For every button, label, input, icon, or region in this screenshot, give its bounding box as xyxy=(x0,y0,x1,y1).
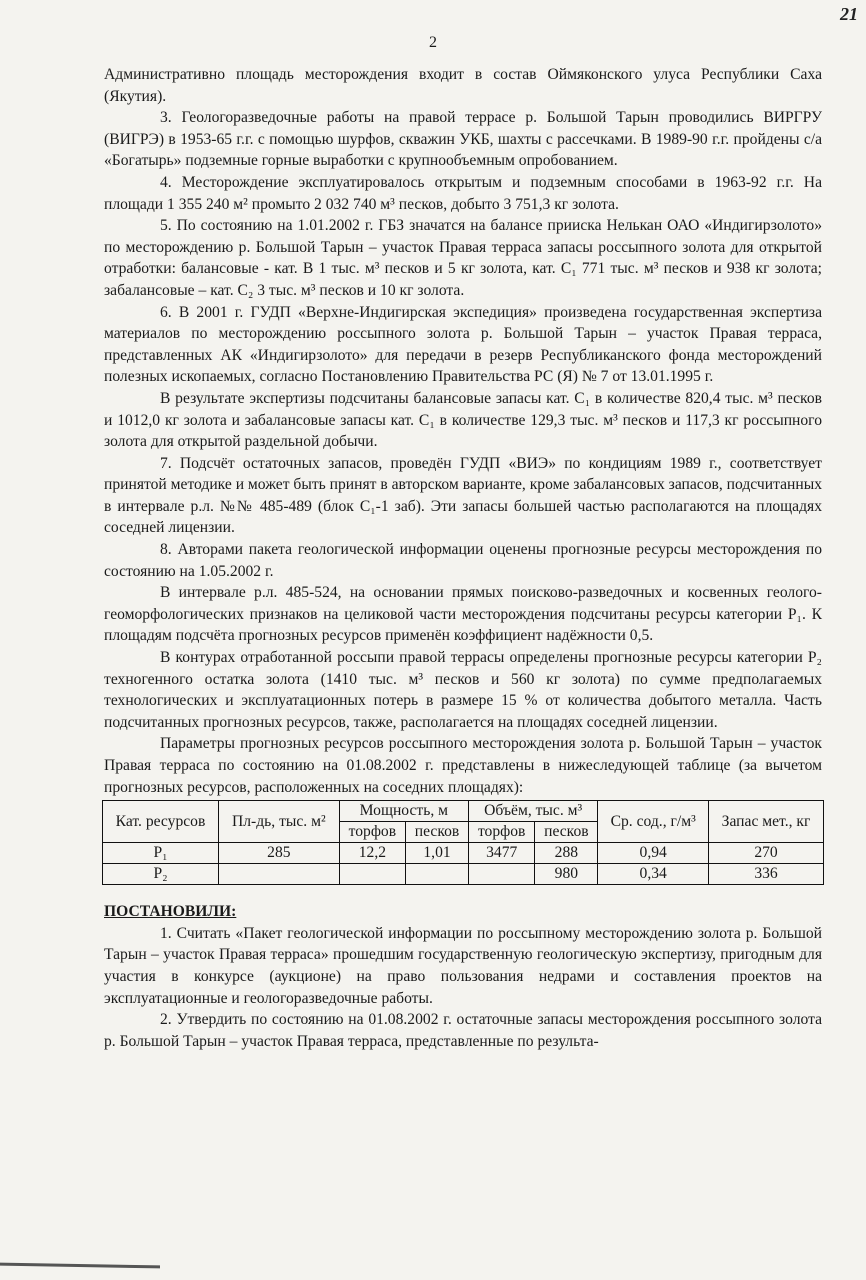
cell-vol-peski: 288 xyxy=(535,843,598,864)
document-body xyxy=(104,64,822,1052)
cell-grade: 0,34 xyxy=(598,864,709,885)
cell-reserve: 270 xyxy=(709,843,824,864)
subheader-torf: торфов xyxy=(339,822,405,843)
header-reserve: Запас мет., кг xyxy=(709,801,824,843)
header-thickness: Мощность, м xyxy=(339,801,468,822)
cell-category: Р₁ xyxy=(103,843,219,864)
cell-vol-peski: 980 xyxy=(535,864,598,885)
page-number: 2 xyxy=(429,34,437,51)
subheader-torf: торфов xyxy=(469,822,535,843)
header-category: Кат. ресурсов xyxy=(103,801,219,843)
cell-thick-torf xyxy=(339,864,405,885)
cell-category: Р₂ xyxy=(103,864,219,885)
cell-area: 285 xyxy=(219,843,340,864)
paragraph: 6. В 2001 г. ГУДП «Верхне-Индигирская экспедиция» произведена государственная экспертиза материалов по месторождению россыпного золота р. Большой Тарын – участок Правая терраса, представленных АК «Индигирзолото» для передачи в резерв Республиканского фонда месторождений полезных ископаемых, согласно Постановлению Правительства РС (Я) № 7 от 13.01.1995 г. xyxy=(104,303,822,386)
table-row xyxy=(103,864,824,885)
header-area: Пл-дь, тыс. м² xyxy=(219,801,340,843)
table-row xyxy=(103,843,824,864)
paragraph: 3. Геологоразведочные работы на правой террасе р. Большой Тарын проводились ВИРГРУ (ВИГРЭ) в 1953-65 г.г. с помощью шурфов, скважин УКБ, шахты с рассечками. В 1989-90 г.г. пройдены с/а «Богатырь» подземные горные выработки с крупнообъемным опробованием. xyxy=(104,109,822,170)
resolution-item: 1. Считать «Пакет геологической информации по россыпному месторождению золота р. Большой Тарын – участок Правая терраса» прошедшим государственную геологическую экспертизу, пригодным для участия в конкурсе (аукционе) на право пользования недрами и составления проектов на эксплуатационные и геологоразведочные работы. xyxy=(104,924,822,1007)
resolved-heading: ПОСТАНОВИЛИ: xyxy=(104,903,237,921)
paragraph: В результате экспертизы подсчитаны балансовые запасы кат. С₁ в количестве 820,4 тыс. м³ песков и 1012,0 кг золота и забалансовые запасы кат. С₁ в количестве 129,3 тыс. м³ песков и 117,3 кг россыпного золота для открытой раздельной добычи. xyxy=(104,389,822,451)
page-corner-mark: 21 xyxy=(840,4,858,24)
paragraph: Административно площадь месторождения входит в состав Оймяконского улуса Республики Саха (Якутия). xyxy=(104,66,822,105)
header-volume: Объём, тыс. м³ xyxy=(469,801,598,822)
cell-vol-torf: 3477 xyxy=(469,843,535,864)
cell-thick-torf: 12,2 xyxy=(339,843,405,864)
paragraph: В контурах отработанной россыпи правой террасы определены прогнозные ресурсы категории Р₂ техногенного остатка золота (1410 тыс. м³ песков и 560 кг золота) по сумме предполагаемых технологических и эксплуатационных потерь в размере 15 % от количества добытого металла. Часть подсчитанных прогнозных ресурсов, также, располагается на площадях соседней лицензии. xyxy=(104,649,822,731)
cell-grade: 0,94 xyxy=(598,843,709,864)
paragraph: В интервале р.л. 485-524, на основании прямых поисково-разведочных и косвенных геолого-геоморфологических признаков на целиковой части месторождения подсчитаны ресурсы категории Р₁. К площадям подсчёта прогнозных ресурсов применён коэффициент надёжности 0,5. xyxy=(104,584,822,645)
cell-area xyxy=(219,864,340,885)
paragraph: Параметры прогнозных ресурсов россыпного месторождения золота р. Большой Тарын – участок Правая терраса по состоянию на 01.08.2002 г. представлены в нижеследующей таблице (за вычетом прогнозных ресурсов, расположенных на соседних площадях): xyxy=(104,735,822,796)
paragraph: 5. По состоянию на 1.01.2002 г. ГБЗ значатся на балансе прииска Нелькан ОАО «Индигирзолото» по месторождению р. Большой Тарын – участок Правая терраса запасы россыпного золота для открытой отработки: балансовые - кат. В 1 тыс. м³ песков и 5 кг золота, кат. С₁ 771 тыс. м³ песков и 938 кг золота; забалансовые – кат. С₂ 3 тыс. м³ песков и 10 кг золота. xyxy=(104,217,822,299)
subheader-peski: песков xyxy=(535,822,598,843)
subheader-peski: песков xyxy=(406,822,469,843)
resolution-item: 2. Утвердить по состоянию на 01.08.2002 г. остаточные запасы месторождения россыпного золота р. Большой Тарын – участок Правая терраса, представленные по результа- xyxy=(104,1011,822,1050)
paragraph: 8. Авторами пакета геологической информации оценены прогнозные ресурсы месторождения по состоянию на 1.05.2002 г. xyxy=(104,541,822,580)
cell-thick-peski xyxy=(406,864,469,885)
cell-reserve: 336 xyxy=(709,864,824,885)
scan-artifact xyxy=(0,1263,160,1269)
cell-thick-peski: 1,01 xyxy=(406,843,469,864)
header-grade: Ср. сод., г/м³ xyxy=(598,801,709,843)
paragraph: 4. Месторождение эксплуатировалось открытым и подземным способами в 1963-92 г.г. На площади 1 355 240 м² промыто 2 032 740 м³ песков, добыто 3 751,3 кг золота. xyxy=(104,173,822,213)
cell-vol-torf xyxy=(469,864,535,885)
paragraph: 7. Подсчёт остаточных запасов, проведён ГУДП «ВИЭ» по кондициям 1989 г., соответствует принятой методике и может быть принят в авторском варианте, кроме забалансовых запасов, подсчитанных в интервале р.л. №№ 485-489 (блок С₁-1 заб). Эти запасы большей частью располагаются на площадях соседней лицензии. xyxy=(104,454,822,537)
resources-table xyxy=(102,800,824,885)
